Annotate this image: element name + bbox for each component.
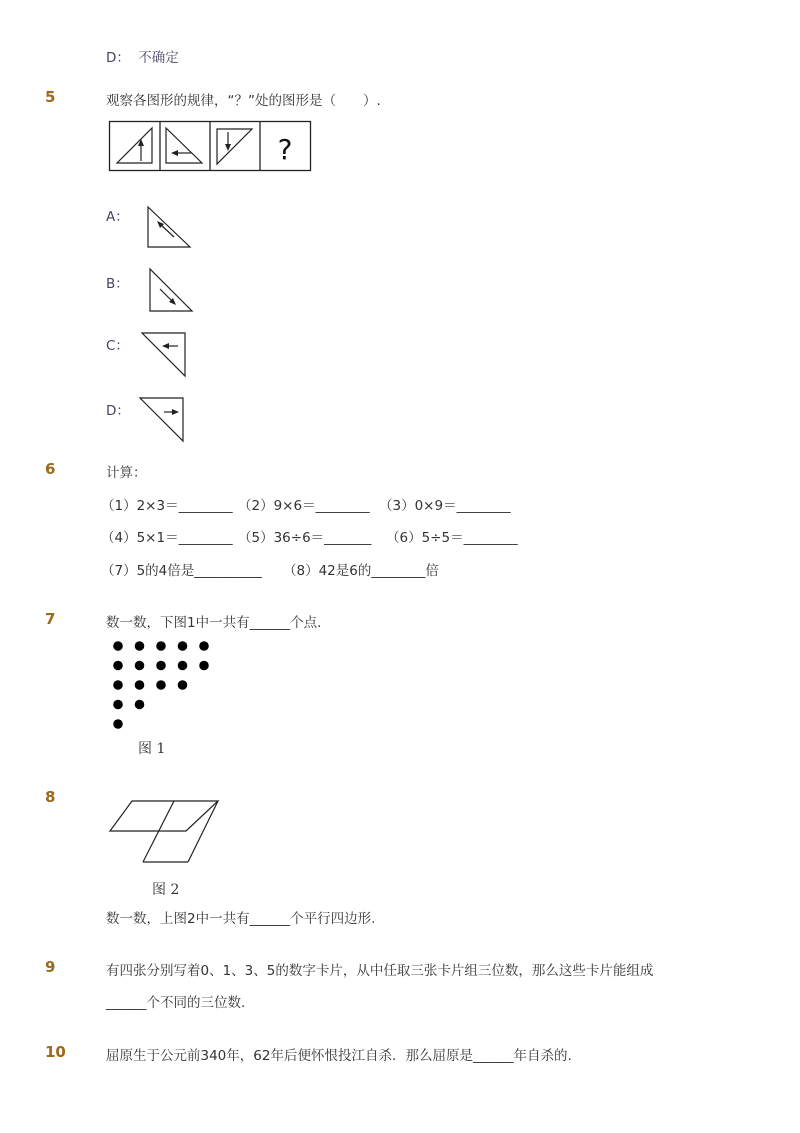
dot: [156, 641, 166, 651]
dot: [156, 680, 166, 690]
dot: [135, 700, 145, 710]
dot: [178, 641, 188, 651]
question-number-8: 8: [45, 788, 56, 806]
q5-option-c-label[interactable]: C：: [106, 338, 129, 354]
question-7-stem[interactable]: 数一数，下图1中一共有______个点.: [106, 615, 322, 631]
dot: [178, 661, 188, 671]
q6-item-4[interactable]: （4）5×1＝________: [101, 530, 233, 546]
q6-item-2[interactable]: （2）9×6＝________: [238, 498, 370, 514]
q7-dot-figure: [108, 636, 218, 732]
question-9-line-1: 有四张分别写着0、1、3、5的数字卡片，从中任取三张卡片组三位数，那么这些卡片能组成: [106, 963, 654, 979]
question-number-7: 7: [45, 610, 56, 628]
q6-item-5[interactable]: （5）36÷6＝_______: [238, 530, 372, 546]
option-label: D：: [106, 50, 130, 66]
dot: [199, 661, 209, 671]
q6-item-3[interactable]: （3）0×9＝________: [379, 498, 511, 514]
figure-1-caption: 图 1: [138, 741, 166, 757]
sequence-question-mark: ?: [277, 133, 293, 166]
dot: [113, 680, 123, 690]
dot: [199, 641, 209, 651]
question-number-5: 5: [45, 88, 56, 106]
question-number-10: 10: [45, 1043, 66, 1061]
dot: [113, 641, 123, 651]
dot: [113, 719, 123, 729]
dot: [135, 680, 145, 690]
q5-sequence-figure: [109, 121, 313, 173]
dot: [113, 661, 123, 671]
q6-item-6[interactable]: （6）5÷5＝________: [386, 530, 518, 546]
prev-option-d: [106, 46, 179, 66]
question-8-stem[interactable]: 数一数，上图2中一共有______个平行四边形.: [106, 911, 376, 927]
sequence-cell-1: [117, 128, 152, 163]
dot: [135, 641, 145, 651]
q5-option-a-label[interactable]: A：: [106, 209, 129, 225]
question-6-stem: 计算：: [106, 465, 147, 481]
q6-item-7[interactable]: （7）5的4倍是__________: [101, 563, 262, 579]
question-9-line-2[interactable]: ______个不同的三位数.: [106, 995, 246, 1011]
option-text: 不确定: [138, 50, 179, 66]
sequence-cell-2: [166, 128, 202, 163]
question-number-9: 9: [45, 958, 56, 976]
q5-option-a-figure[interactable]: [146, 205, 194, 249]
sequence-cell-3: [217, 129, 252, 164]
q5-option-c-figure[interactable]: [140, 331, 188, 377]
q5-option-b-figure[interactable]: [148, 267, 196, 313]
question-5-stem: 观察各图形的规律，“？”处的图形是（ ）.: [106, 93, 381, 109]
q6-item-1[interactable]: （1）2×3＝________: [101, 498, 233, 514]
dot: [156, 661, 166, 671]
q5-option-b-label[interactable]: B：: [106, 276, 129, 292]
dot: [178, 680, 188, 690]
question-number-6: 6: [45, 460, 56, 478]
q5-option-d-figure[interactable]: [138, 396, 186, 442]
dot: [135, 661, 145, 671]
q5-option-d-label[interactable]: D：: [106, 403, 130, 419]
q6-item-8[interactable]: （8）42是6的________倍: [283, 563, 439, 579]
q8-parallelogram-figure: [108, 799, 224, 865]
figure-2-caption: 图 2: [152, 882, 180, 898]
question-10-stem[interactable]: 屈原生于公元前340年，62年后便怀恨投江自杀．那么屈原是______年自杀的.: [106, 1048, 572, 1064]
dot: [113, 700, 123, 710]
